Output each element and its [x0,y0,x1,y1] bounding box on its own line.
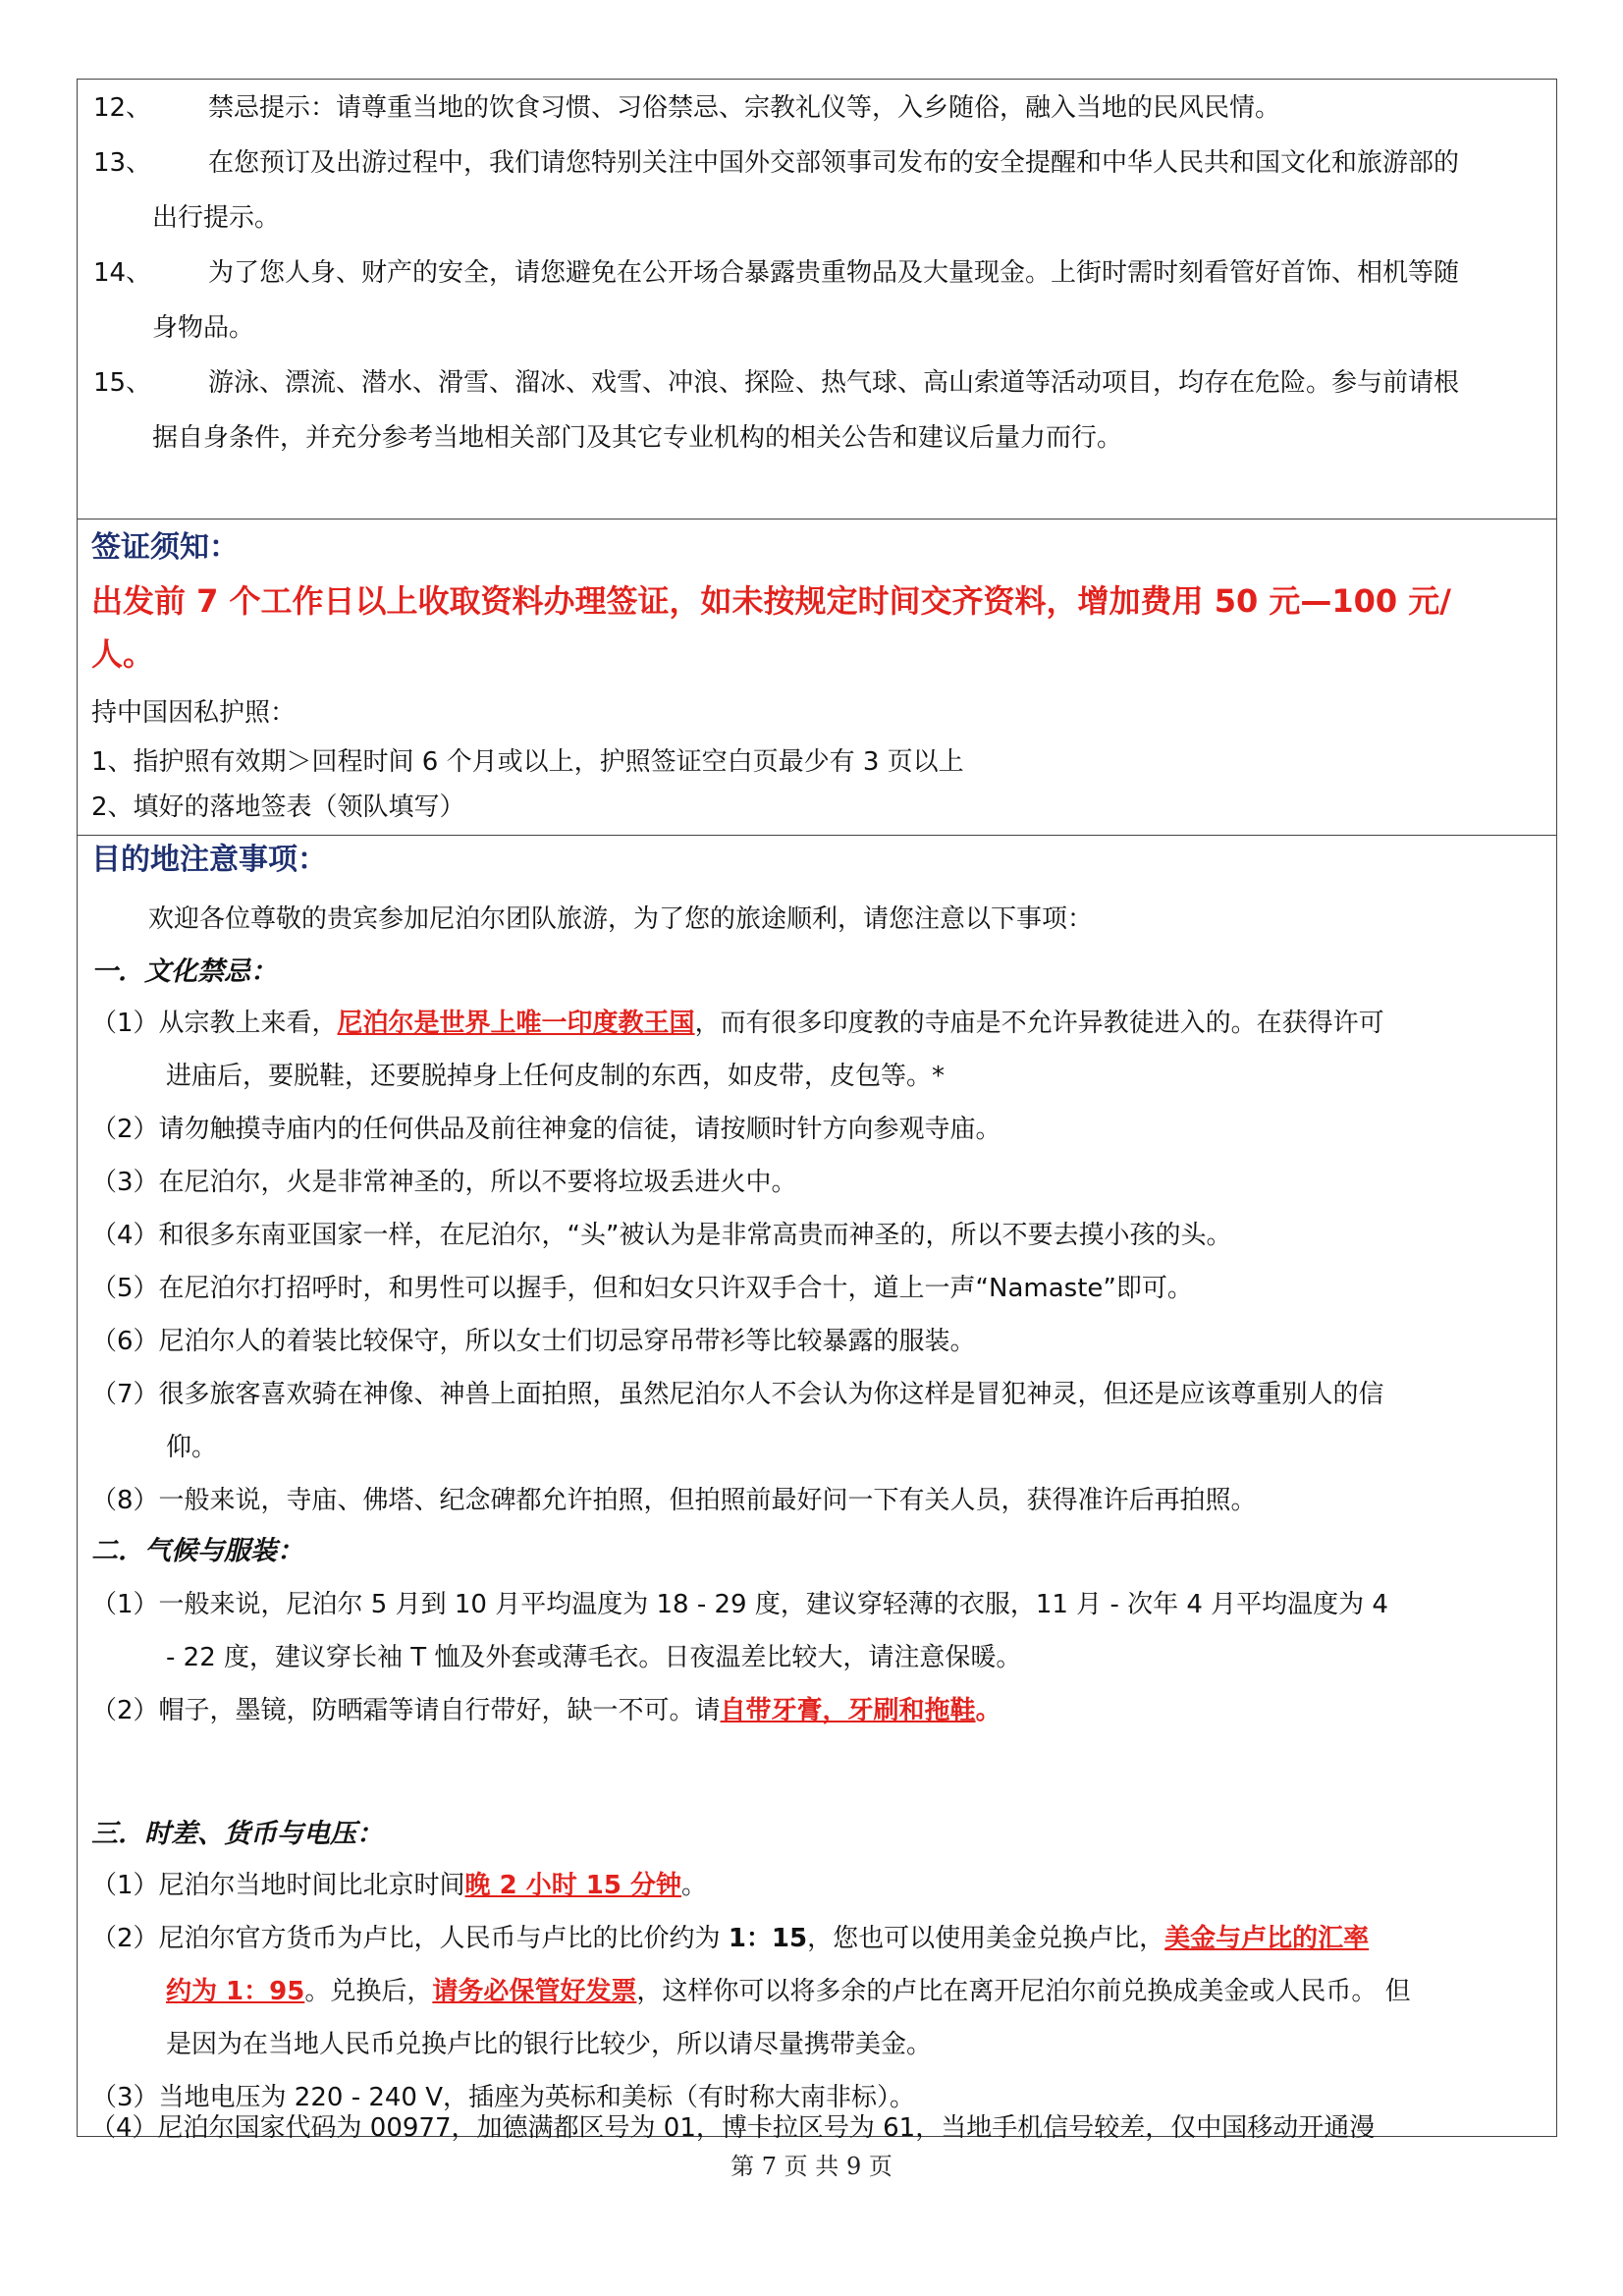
destination-notes-section [78,836,1556,2138]
tip-number: 14、 [93,258,152,288]
destination-heading: 目的地注意事项： [91,843,327,877]
tip-number: 12、 [93,93,152,123]
visa-requirement: 2、填好的落地签表（领队填写） [91,793,465,822]
climate-item: （1）一般来说，尼泊尔 5 月到 10 月平均温度为 18 - 29 度，建议穿轻薄的衣服，11 月 - 次年 4 月平均温度为 4 [91,1590,1388,1619]
culture-item: （5）在尼泊尔打招呼时，和男性可以握手，但和妇女只许双手合十，道上一声“Namaste”即可。 [91,1274,1193,1303]
tip-text: 据自身条件，并充分参考当地相关部门及其它专业机构的相关公告和建议后量力而行。 [152,423,1123,453]
highlight-text: 请务必保管好发票 [432,1977,637,2006]
time-item: （1）尼泊尔当地时间比北京时间晚 2 小时 15 分钟。 [91,1871,708,1900]
highlight-text: 约为 1：95 [166,1977,305,2006]
page-footer: 第 7 页 共 9 页 [730,2153,893,2180]
highlight-text: 美金与卢比的汇率 [1164,1924,1370,1953]
currency-item: （2）尼泊尔官方货币为卢比，人民币与卢比的比价约为 1：15，您也可以使用美金兑换卢比，美金与卢比的汇率 [91,1924,1370,1953]
voltage-item: （3）当地电压为 220 - 240 V，插座为英标和美标（有时称大南非标）。 [91,2083,916,2112]
culture-item: （1）从宗教上来看，尼泊尔是世界上唯一印度教王国，而有很多印度教的寺庙是不允许异教徒进入的。在获得许可 [91,1009,1384,1038]
culture-item-cont: 仰。 [166,1433,218,1462]
visa-deadline-notice-cont: 人。 [91,635,155,673]
climate-subheading: 二．气候与服装： [91,1536,303,1566]
tip-number: 13、 [93,148,152,178]
visa-section [78,519,1556,836]
culture-item: （3）在尼泊尔，火是非常神圣的，所以不要将垃圾丢进火中。 [91,1168,797,1197]
visa-requirement: 1、指护照有效期＞回程时间 6 个月或以上，护照签证空白页最少有 3 页以上 [91,747,964,777]
tip-text: 为了您人身、财产的安全，请您避免在公开场合暴露贵重物品及大量现金。上街时需时刻看管好首饰、相机等随 [208,258,1460,288]
highlight-text: 自带牙膏，牙刷和拖鞋 [720,1696,976,1725]
culture-item: （2）请勿触摸寺庙内的任何供品及前往神龛的信徒，请按顺时针方向参观寺庙。 [91,1115,1001,1144]
intro-text: 欢迎各位尊敬的贵宾参加尼泊尔团队旅游，为了您的旅途顺利，请您注意以下事项： [148,904,1094,934]
tip-text: 禁忌提示：请尊重当地的饮食习惯、习俗禁忌、宗教礼仪等，入乡随俗，融入当地的民风民情。 [208,93,1281,123]
currency-item-cont: 是因为在当地人民币兑换卢比的银行比较少，所以请尽量携带美金。 [166,2030,933,2059]
culture-item: （6）尼泊尔人的着装比较保守，所以女士们切忌穿吊带衫等比较暴露的服装。 [91,1327,976,1356]
culture-item: （8）一般来说，寺庙、佛塔、纪念碑都允许拍照，但拍照前最好问一下有关人员，获得准许后再拍照。 [91,1486,1257,1515]
tip-text: 出行提示。 [152,203,281,233]
tip-text: 身物品。 [152,313,255,343]
culture-item-cont: 进庙后，要脱鞋，还要脱掉身上任何皮制的东西，如皮带，皮包等。* [166,1062,946,1091]
culture-item: （4）和很多东南亚国家一样，在尼泊尔，“头”被认为是非常高贵而神圣的，所以不要去摸小孩的头。 [91,1221,1232,1250]
climate-item-cont: - 22 度，建议穿长袖 T 恤及外套或薄毛衣。日夜温差比较大，请注意保暖。 [166,1643,1022,1672]
visa-heading: 签证须知： [91,530,239,565]
time-currency-subheading: 三．时差、货币与电压： [91,1819,383,1849]
visa-deadline-notice: 出发前 7 个工作日以上收取资料办理签证，如未按规定时间交齐资料，增加费用 50 元—100 元/ [91,582,1451,620]
culture-subheading: 一．文化禁忌： [91,957,277,987]
tip-number: 15、 [93,368,152,398]
document-table [77,79,1557,2137]
highlight-text: 尼泊尔是世界上唯一印度教王国 [337,1009,695,1038]
climate-item: （2）帽子，墨镜，防晒霜等请自行带好，缺一不可。请自带牙膏，牙刷和拖鞋。 [91,1696,1001,1725]
travel-tips-section [78,80,1556,519]
phone-item-text: （4）尼泊尔国家代码为 00977，加德满都区号为 01，博卡拉区号为 61，当地手机信号较差，仅中国移动开通漫 [90,2113,1376,2143]
tip-text: 在您预订及出游过程中，我们请您特别关注中国外交部领事司发布的安全提醒和中华人民共和国文化和旅游部的 [208,148,1460,178]
passport-label: 持中国因私护照： [91,698,297,728]
highlight-text: 晚 2 小时 15 分钟 [464,1871,682,1900]
culture-item: （7）很多旅客喜欢骑在神像、神兽上面拍照，虽然尼泊尔人不会认为你这样是冒犯神灵，但还是应该尊重别人的信 [91,1380,1384,1409]
currency-item-cont: 约为 1：95。兑换后，请务必保管好发票，这样你可以将多余的卢比在离开尼泊尔前兑换成美金或人民币。 但 [166,1977,1411,2006]
tip-text: 游泳、漂流、潜水、滑雪、溜冰、戏雪、冲浪、探险、热气球、高山索道等活动项目，均存在危险。参与前请根 [208,368,1460,398]
